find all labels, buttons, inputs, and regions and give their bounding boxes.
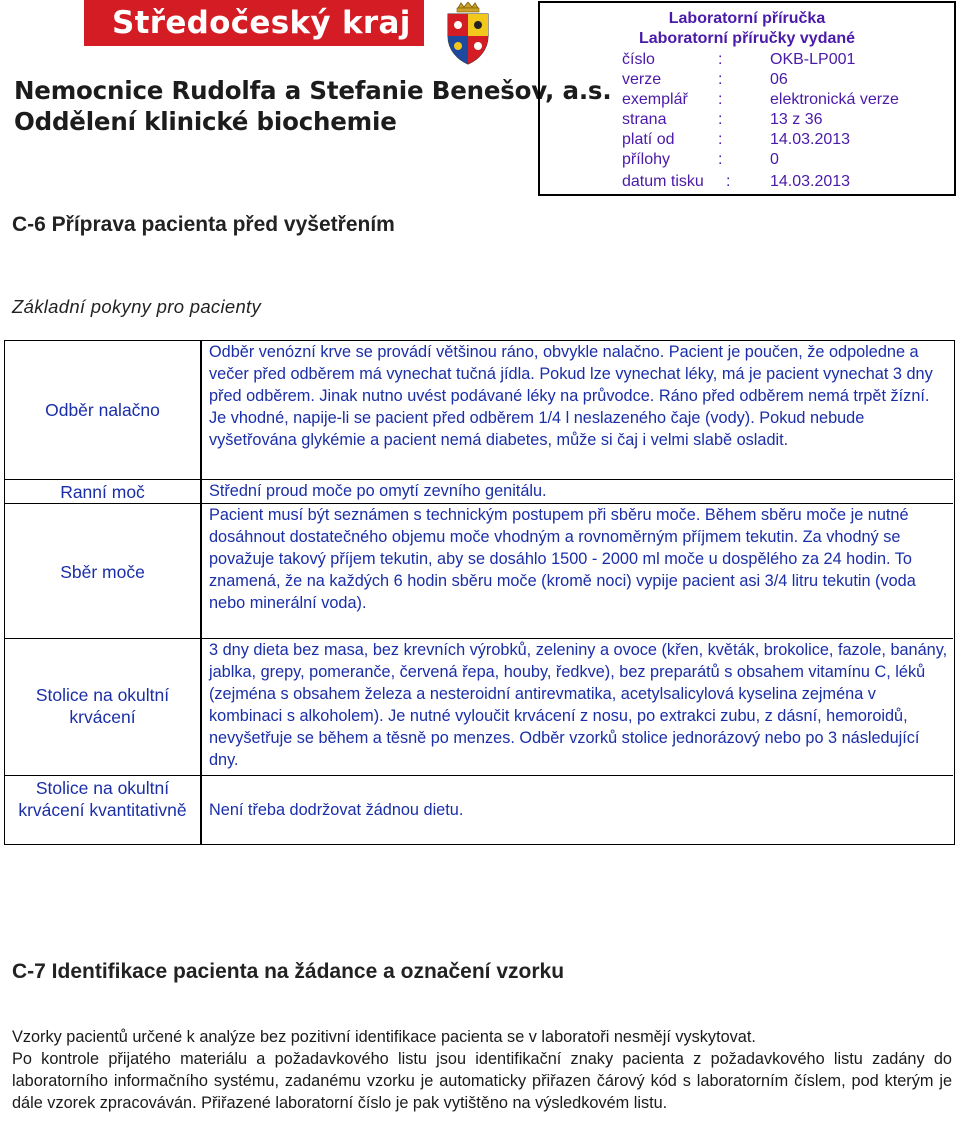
meta-value: OKB-LP001 xyxy=(770,51,856,68)
row-text-urine-collection xyxy=(209,504,949,614)
hospital-name: Nemocnice Rudolfa a Stefanie Benešov, a.s. xyxy=(14,76,612,105)
coat-of-arms-icon xyxy=(442,2,494,66)
meta-key: verze xyxy=(622,71,662,88)
meta-key: exemplář xyxy=(622,91,688,108)
meta-key: datum tisku xyxy=(622,173,704,190)
meta-value: 14.03.2013 xyxy=(770,131,851,148)
document-header xyxy=(0,0,960,200)
meta-value: 06 xyxy=(770,71,788,88)
meta-colon: : xyxy=(718,71,723,88)
meta-key: strana xyxy=(622,111,667,128)
row-label-urine-collection: Sběr moče xyxy=(60,562,145,582)
row-label-morning-urine: Ranní moč xyxy=(60,482,145,502)
patient-preparation-table xyxy=(4,340,955,845)
document-metadata-box xyxy=(538,1,956,196)
row-text-occult-blood-quantitative xyxy=(209,799,949,821)
row-label-occult-blood-quantitative: Stolice na okultní krvácení kvantitativně xyxy=(18,778,187,820)
meta-colon: : xyxy=(726,173,731,190)
row-label-occult-blood: Stolice na okultní krvácení xyxy=(35,685,170,727)
meta-colon: : xyxy=(718,111,723,128)
meta-colon: : xyxy=(718,151,723,168)
section-c7-title: C-7 Identifikace pacienta na žádance a označení vzorku xyxy=(12,960,565,983)
section-c7-body xyxy=(12,1026,952,1114)
region-banner xyxy=(84,0,424,46)
row-text: Není třeba dodržovat žádnou dietu. xyxy=(209,801,464,819)
meta-colon: : xyxy=(718,51,723,68)
meta-row-valid-from xyxy=(622,130,850,150)
row-label-fasting: Odběr nalačno xyxy=(45,400,160,420)
meta-value: 13 z 36 xyxy=(770,111,823,128)
meta-row-version xyxy=(622,70,788,90)
meta-value: 14.03.2013 xyxy=(770,173,851,190)
meta-value: elektronická verze xyxy=(770,91,899,108)
c7-paragraph-1: Vzorky pacientů určené k analýze bez pozitivní identifikace pacienta se v laboratoři nesmějí vyskytovat. xyxy=(12,1028,756,1046)
meta-row-number xyxy=(622,50,855,70)
meta-value: 0 xyxy=(770,151,779,168)
section-c6-subtitle: Základní pokyny pro pacienty xyxy=(12,296,262,317)
meta-row-attachments xyxy=(622,150,779,170)
row-divider xyxy=(5,775,953,776)
row-text: Odběr venózní krve se provádí většinou ráno, obvykle nalačno. Pacient je poučen, že odpoledne a večer před odběrem má vynechat tučná jídla. Pokud lze vynechat léky, má je pacient vynechat 3 dny před odběrem. Jinak nutno uvést podávané léky na průvodce. Ráno před odběrem nemá trpět žízní. Je vhodné, napije-li se pacient před odběrem 1/4 l neslazeného čaje (vody). Pokud nebude vyšetřována glykémie a pacient nemá diabetes, může si čaj i velmi slabě osladit. xyxy=(209,343,933,449)
meta-colon: : xyxy=(718,131,723,148)
row-text-morning-urine xyxy=(209,480,949,502)
region-banner-text: Středočeský kraj xyxy=(112,5,411,41)
meta-row-copy xyxy=(622,90,899,110)
row-text: 3 dny dieta bez masa, bez krevních výrobků, zeleniny a ovoce (křen, květák, brokolice, fazole, banány, jablka, grepy, pomeranče, červená řepa, houby, ředkve), bez preparátů s obsahem vitamínu C, léků (zejména s obsahem železa a nesteroidní antirevmatika, acetylsalicylová kyselina zejména v kombinaci s alkoholem). Je nutné vyloučit krvácení z nosu, po extrakci zubu, z dásní, hemoroidů, nevyšetřuje se během a těsně po menzes. Odběr vzorků stolice jednorázový nebo po 3 následující dny. xyxy=(209,641,948,769)
meta-row-page xyxy=(622,110,822,130)
row-text-occult-blood xyxy=(209,639,949,771)
meta-title: Laboratorní příručka xyxy=(668,10,826,27)
row-text: Pacient musí být seznámen s technickým postupem při sběru moče. Během sběru moče je nutné dosáhnout dostatečného objemu moče vhodným a rovnoměrným příjmem tekutin. Za vhodný se považuje takový příjem tekutin, aby se dosáhlo 1500 - 2000 ml moče u dospělého za 24 hodin. To znamená, že na každých 6 hodin sběru moče (kromě noci) vypije pacient asi 3/4 litru tekutin (voda nebo minerální voda). xyxy=(209,506,916,612)
column-divider xyxy=(200,341,202,844)
section-c6-title: C-6 Příprava pacienta před vyšetřením xyxy=(12,213,395,236)
row-text-fasting xyxy=(209,341,949,451)
meta-key: přílohy xyxy=(622,151,671,168)
c7-paragraph-2: Po kontrole přijatého materiálu a požadavkového listu jsou identifikační znaky pacienta z požadavkového listu zadány do laboratorního informačního systému, zadanému vzorku je automaticky přiřazen čárový kód s laboratorním číslem, pod kterým je dále vzorek zpracováván. Přiřazené laboratorní číslo je pak vytištěno na výsledkovém listu. xyxy=(12,1050,952,1112)
row-text: Střední proud moče po omytí zevního genitálu. xyxy=(209,482,547,500)
meta-row-print-date xyxy=(622,172,850,192)
meta-key: číslo xyxy=(622,51,655,68)
meta-subtitle: Laboratorní příručky vydané xyxy=(638,30,856,47)
meta-colon: : xyxy=(718,91,723,108)
department-name: Oddělení klinické biochemie xyxy=(14,107,397,136)
meta-key: platí od xyxy=(622,131,675,148)
